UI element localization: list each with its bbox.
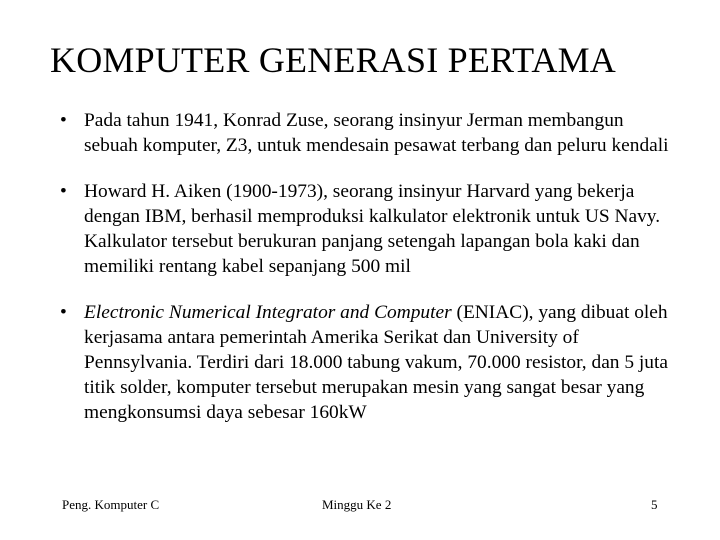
footer-course: Peng. Komputer C	[62, 497, 160, 512]
footer-week: Minggu Ke 2	[322, 497, 392, 512]
bullet-text: (ENIAC), yang dibuat oleh kerjasama antara pemerintah Amerika Serikat dan University of Pennsylvania. Terdiri dari 18.000 tabung vakum, 70.000 resistor, dan 5 juta titik solder, komputer tersebut merupakan mesin yang sangat besar yang mengkonsumsi daya sebesar 160kW	[84, 302, 668, 423]
bullet-italic-term: Electronic Numerical Integrator and Computer	[84, 302, 452, 323]
bullet-item-zuse	[60, 108, 670, 158]
footer-page-number: 5	[651, 497, 658, 512]
bullet-text: Pada tahun 1941, Konrad Zuse, seorang insinyur Jerman membangun sebuah komputer, Z3, untuk mendesain pesawat terbang dan peluru kendali	[84, 110, 669, 156]
bullet-marker: •	[60, 302, 67, 323]
bullet-item-aiken	[60, 179, 670, 279]
bullet-list	[60, 108, 670, 425]
bullet-item-eniac	[60, 300, 670, 425]
bullet-text: Howard H. Aiken (1900-1973), seorang insinyur Harvard yang bekerja dengan IBM, berhasil memproduksi kalkulator elektronik untuk US Navy. Kalkulator tersebut berukuran panjang setengah lapangan bola kaki dan memiliki rentang kabel sepanjang 500 mil	[84, 181, 661, 277]
slide-title: KOMPUTER GENERASI PERTAMA	[50, 40, 616, 80]
bullet-marker: •	[60, 110, 67, 131]
bullet-marker: •	[60, 181, 67, 202]
